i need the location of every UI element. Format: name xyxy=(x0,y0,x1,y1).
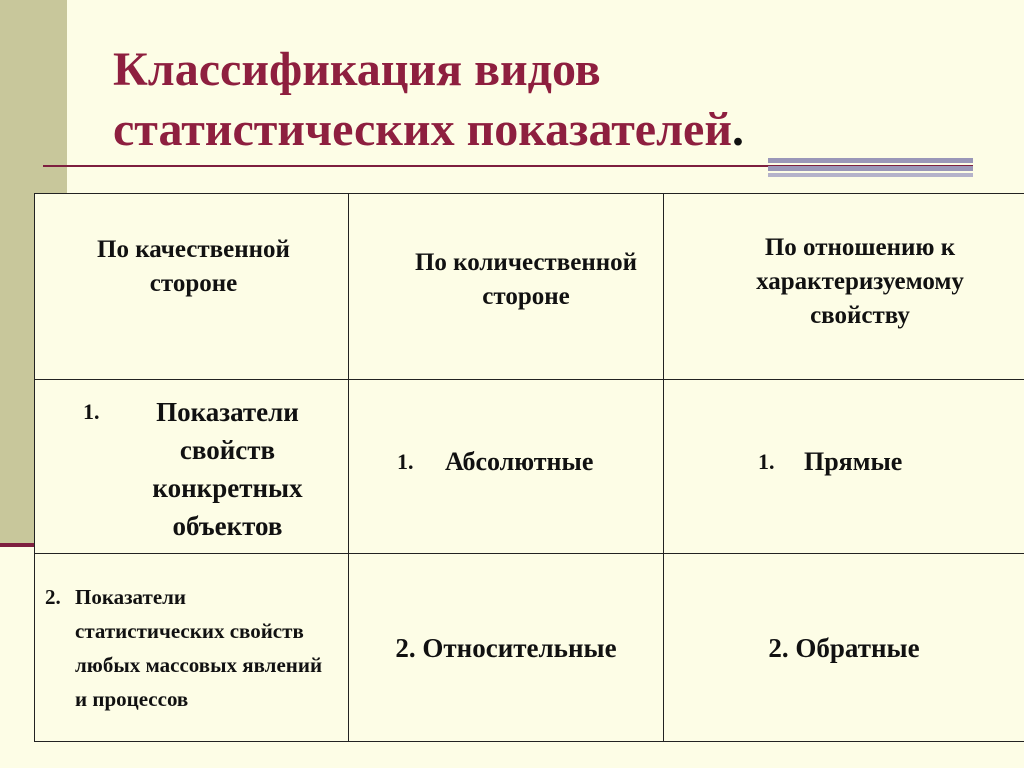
row2-qualitative-text: Показатели статистических свойств любых массовых явлений и процессов xyxy=(75,584,323,711)
row2-qualitative-number: 2. xyxy=(45,584,61,609)
header-relation-text: По отношению к характеризуемому свойству xyxy=(756,233,964,329)
row1-qualitative-text: Показатели свойств конкретных объектов xyxy=(152,396,303,541)
classification-table xyxy=(34,193,1024,742)
slide-title xyxy=(113,40,913,160)
header-qualitative-text: По качественной стороне xyxy=(97,235,290,297)
row1-qualitative xyxy=(35,380,349,554)
row2-quantitative xyxy=(349,554,664,742)
table-row xyxy=(35,554,1024,742)
row1-quantitative xyxy=(349,380,664,554)
header-quantitative-text: По количественной стороне xyxy=(414,248,638,310)
title-line-1: Классификация видов xyxy=(113,43,601,96)
title-period: . xyxy=(731,103,744,156)
accent-stripe xyxy=(768,166,973,171)
title-accent-stripes xyxy=(768,158,973,178)
accent-stripe xyxy=(768,158,973,163)
row1-relation xyxy=(664,380,1024,554)
accent-stripe xyxy=(768,173,973,177)
row1-relation-text: Прямые xyxy=(804,446,903,476)
header-qualitative xyxy=(35,194,349,380)
row2-relation-text: 2. Обратные xyxy=(768,632,920,663)
header-quantitative xyxy=(349,194,664,380)
row1-quantitative-number: 1. xyxy=(397,448,414,474)
table-row xyxy=(35,380,1024,554)
row2-relation xyxy=(664,554,1024,742)
header-relation xyxy=(664,194,1024,380)
row1-quantitative-text: Абсолютные xyxy=(445,446,594,476)
title-line-2: статистических показателей xyxy=(113,103,732,156)
row1-relation-number: 1. xyxy=(758,448,775,474)
row2-qualitative xyxy=(35,554,349,742)
row2-quantitative-text: 2. Относительные xyxy=(395,632,617,663)
row1-qualitative-number: 1. xyxy=(83,398,100,424)
header-row xyxy=(35,194,1024,380)
